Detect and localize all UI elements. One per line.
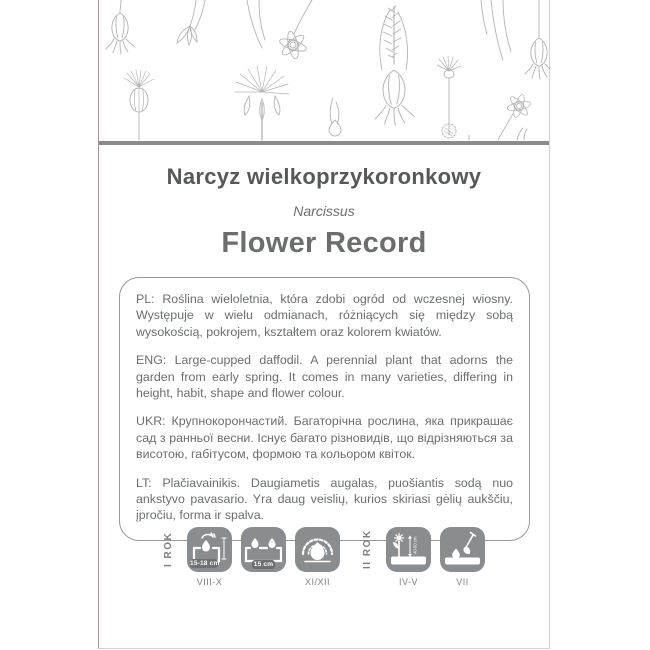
description-pl: PL: Roślina wieloletnia, która zdobi ogród od wczesnej wiosny. Występuje w wielu odmianach, różniących się między sobą wysokością, pokrojem, kształtem oraz kolorem kwiatów. [136,292,513,339]
description-lt: LT: Plačiavainikis. Daugiametis augalas, puošiantis sodą nuo ankstyvo pavasario. Yra daug veislių, kurios skiriasi gėlių aukščiu, įpročiu, forma ir spalva. [136,475,513,523]
planting-depth-item [187,527,232,589]
care-timeline [99,527,549,589]
description-box [119,277,530,541]
variety-name: Flower Record [221,227,427,259]
planting-spacing-item [241,527,286,589]
flowering-height-caption: IV-V [398,577,418,587]
planting-depth-caption: VIII-X [196,577,223,587]
planting-depth-icon [187,527,232,572]
plant-name-title: Narcyz wielkoprzykoronkowy [166,164,482,189]
label-card [98,0,550,649]
winter-cover-caption: XI/XII [304,577,330,587]
depth-value-label: 15-18 cm [190,560,220,567]
spacing-value-label: 15 cm [253,561,274,568]
winter-cover-icon [295,527,340,572]
year-one-group [163,527,340,589]
year-two-group [362,527,485,589]
flowering-height-icon [386,527,431,572]
height-value-label: 40-50 cm [412,536,418,554]
botanical-illustration [99,0,550,141]
planting-spacing-icon [241,527,286,572]
description-eng: ENG: Large-cupped daffodil. A perennial plant that adorns the garden from early spring. It comes in many varieties, differing in height, habit, shape and flower colour. [136,353,513,401]
description-ukr: UKR: Крупнокорончастий. Багаторічна рослина, яка прикрашає сад з ранньої весни. Існує багато різновидів, що відрізняються за висотою, габітусом, формою та кольором квіток. [136,414,513,462]
year-one-label: I ROK [163,531,174,567]
dig-up-item [440,527,485,589]
year-two-label: II ROK [362,529,373,569]
latin-name: Narcissus [293,203,355,219]
header-divider [99,141,549,145]
winter-cover-item [295,527,340,589]
flowering-height-item [386,527,431,589]
dig-up-icon [440,527,485,572]
dig-up-caption: VII [456,577,469,587]
